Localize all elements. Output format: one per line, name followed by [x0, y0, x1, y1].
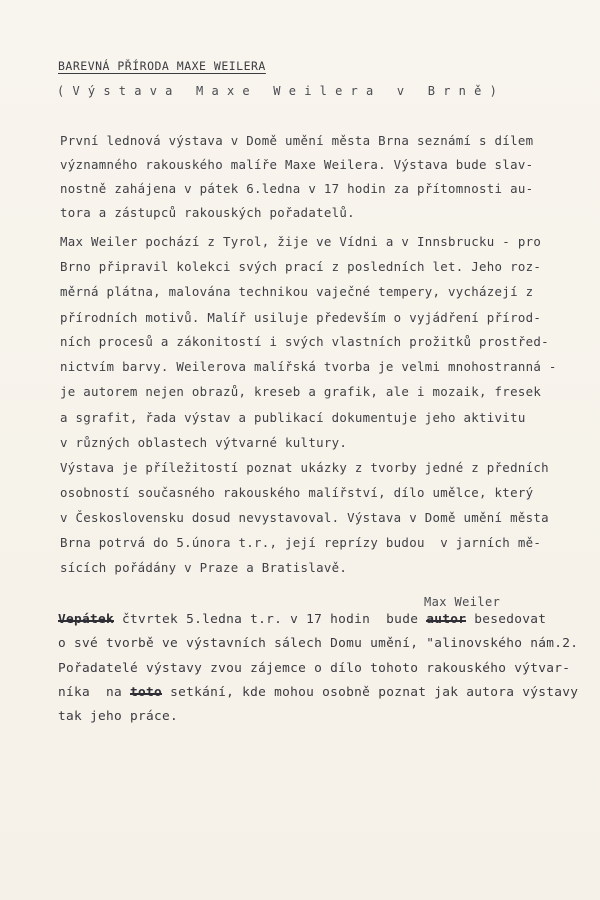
text-line: sících pořádány v Praze a Bratislavě. — [60, 560, 348, 575]
text-segment: setkání, kde mohou osobně poznat jak autora výstavy — [162, 685, 579, 700]
text-line: v Československu dosud nevystavoval. Výstava v Domě umění města — [60, 510, 549, 525]
text-line: Brno připravil kolekci svých prací z posledních let. Jeho roz- — [60, 259, 542, 274]
text-line: První lednová výstava v Domě umění města Brna seznámí s dílem — [60, 133, 534, 148]
text-line: nostně zahájena v pátek 6.ledna v 17 hodin za přítomnosti au- — [60, 181, 534, 196]
text-line — [58, 612, 546, 628]
text-line: Max Weiler pochází z Tyrol, žije ve Vídni a v Innsbrucku - pro — [60, 234, 542, 249]
text-line: tora a zástupců rakouských pořadatelů. — [60, 205, 355, 220]
document-title: BAREVNÁ PŘÍRODA MAXE WEILERA — [58, 59, 266, 73]
text-segment: níka na — [58, 685, 131, 700]
text-segment: besedovat — [466, 612, 547, 627]
insertion-above: Max Weiler — [424, 595, 501, 609]
text-line: Pořadatelé výstavy zvou zájemce o dílo tohoto rakouského výtvar- — [58, 661, 571, 676]
text-line: je autorem nejen obrazů, kreseb a grafik, ale i mozaik, fresek — [60, 384, 542, 399]
text-line: tak jeho práce. — [58, 709, 179, 724]
text-line: osobností současného rakouského malířství, dílo umělce, který — [60, 485, 534, 500]
text-line — [58, 685, 578, 701]
text-line: Výstava je příležitostí poznat ukázky z tvorby jedné z předních — [60, 460, 549, 475]
struck-word: Vepátek — [58, 612, 115, 627]
text-line: o své tvorbě ve výstavních sálech Domu umění, "alinovského nám.2. — [58, 636, 579, 651]
struck-word: autor — [426, 612, 467, 627]
text-line: v různých oblastech výtvarné kultury. — [60, 435, 348, 450]
text-line: ních procesů a zákonitostí i svých vlastních prožitků prostřed- — [60, 334, 549, 349]
text-line: měrná plátna, malována technikou vaječné tempery, vycházejí z — [60, 284, 534, 299]
struck-word: toto — [130, 685, 163, 700]
text-line: Brna potrvá do 5.února t.r., její reprízy budou v jarních mě- — [60, 535, 542, 550]
text-line: nictvím barvy. Weilerova malířská tvorba je velmi mnohostranná - — [60, 359, 557, 374]
text-line: přírodních motivů. Malíř usiluje především o vyjádření přírod- — [60, 310, 542, 325]
document-subtitle: ( V ý s t a v a M a x e W e i l e r a v B r n ě ) — [57, 84, 498, 98]
text-segment: čtvrtek 5.ledna t.r. v 17 hodin bude — [114, 612, 427, 627]
text-line: a sgrafit, řada výstav a publikací dokumentuje jeho aktivitu — [60, 410, 526, 425]
text-line: významného rakouského malíře Maxe Weilera. Výstava bude slav- — [60, 157, 534, 172]
